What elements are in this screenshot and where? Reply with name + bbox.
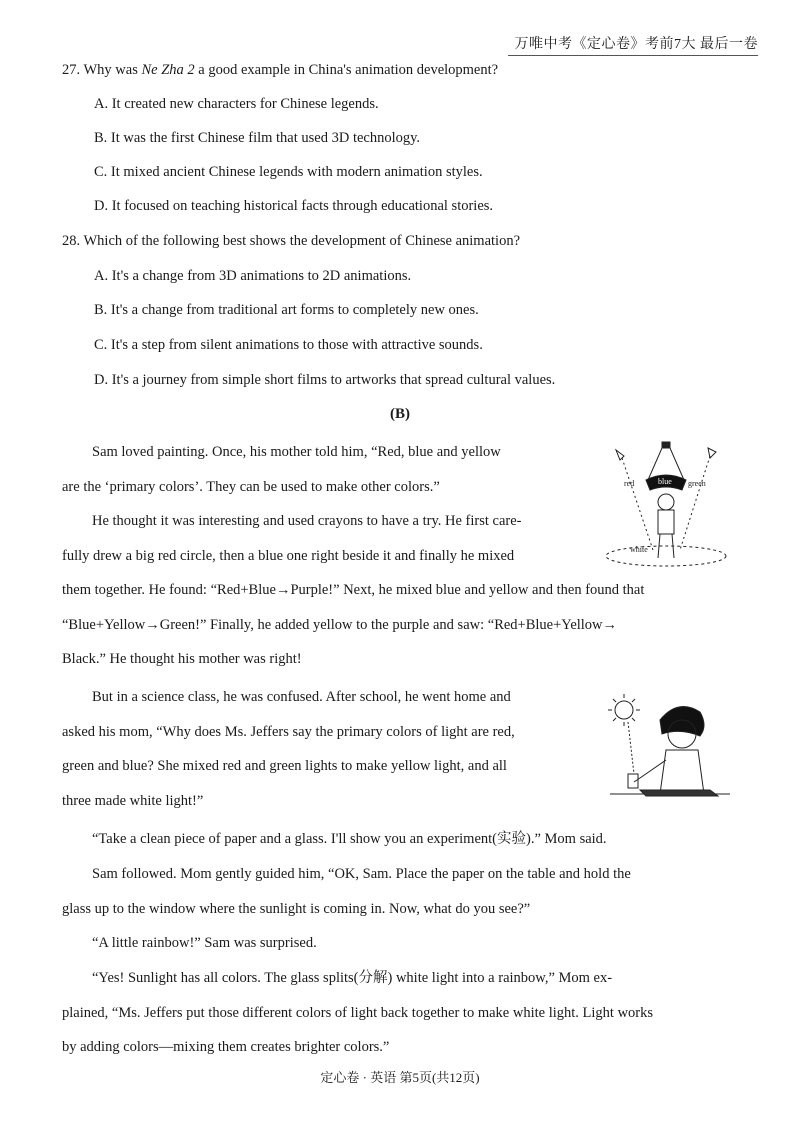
sun-icon: [608, 694, 640, 726]
film-title: Ne Zha 2: [141, 62, 195, 78]
question-number: 28.: [62, 233, 81, 249]
top-spotlight-icon: [662, 442, 670, 448]
question-28-stem: 28. Which of the following best shows the development of Chinese animation?: [62, 233, 521, 249]
label-blue: blue: [658, 477, 672, 486]
passage-paragraph-2-top: He thought it was interesting and used crayons to have a try. He first care- fully drew a big red circle, then a blue one right beside it and finally he mixed: [62, 513, 522, 564]
passage-paragraph-4: “Take a clean piece of paper and a glass. I'll show you an experiment(实验).” Mom said.: [92, 831, 607, 847]
question-27-option-a: A. It created new characters for Chinese legends.: [94, 96, 379, 112]
passage-paragraph-7: “Yes! Sunlight has all colors. The glass splits(分解) white light into a rainbow,” Mom ex- plained, “Ms. Jeffers put those different colors of light back together to make white light. Light works by adding colors—mixing them creates brighter colors.”: [62, 970, 654, 1055]
question-27-stem: 27. Why was Ne Zha 2 a good example in China's animation development?: [62, 62, 499, 78]
spotlight-boy-illustration: [598, 440, 738, 570]
label-red: red: [624, 479, 635, 488]
question-28-option-a: A. It's a change from 3D animations to 2D animations.: [94, 268, 412, 284]
passage-paragraph-5: Sam followed. Mom gently guided him, “OK, Sam. Place the paper on the table and hold the glass up to the window where the sunlight is coming in. Now, what do you see?”: [62, 866, 631, 917]
passage-paragraph-6: “A little rainbow!” Sam was surprised.: [92, 935, 317, 951]
question-28-option-c: C. It's a step from silent animations to those with attractive sounds.: [94, 337, 483, 353]
left-spotlight-icon: [616, 450, 624, 460]
glass-icon: [628, 774, 638, 788]
label-white: white: [630, 545, 648, 554]
right-spotlight-icon: [708, 448, 716, 458]
sunlight-experiment-illustration: [600, 690, 740, 810]
question-27-option-d: D. It focused on teaching historical facts through educational stories.: [94, 198, 494, 214]
passage-paragraph-1: Sam loved painting. Once, his mother told him, “Red, blue and yellow are the ‘primary colors’. They can be used to make other colors.”: [62, 444, 501, 495]
passage-paragraph-2-bottom: them together. He found: “Red+Blue→Purple!” Next, he mixed blue and yellow and then found that “Blue+Yellow→Green!” Finally, he added yellow to the purple and saw: “Red+Blue+Yellow→ Black.” He thought his mother was right!: [62, 582, 645, 667]
label-green: green: [688, 479, 706, 488]
question-number: 27.: [62, 62, 81, 78]
question-27-option-c: C. It mixed ancient Chinese legends with modern animation styles.: [94, 164, 483, 180]
section-title: (B): [390, 406, 410, 422]
page-header: 万唯中考《定心卷》考前7大 最后一卷: [508, 33, 758, 56]
question-28-option-b: B. It's a change from traditional art forms to completely new ones.: [94, 302, 479, 318]
page-footer: 定心卷 · 英语 第5页(共12页): [320, 1070, 480, 1085]
passage-paragraph-3: But in a science class, he was confused. After school, he went home and asked his mom, “Why does Ms. Jeffers say the primary colors of light are red, green and blue? She mixed red and green lights to make yellow light, and all three made white light!”: [62, 689, 515, 809]
question-28-option-d: D. It's a journey from simple short films to artworks that spread cultural values.: [94, 372, 556, 388]
question-27-option-b: B. It was the first Chinese film that used 3D technology.: [94, 130, 421, 146]
